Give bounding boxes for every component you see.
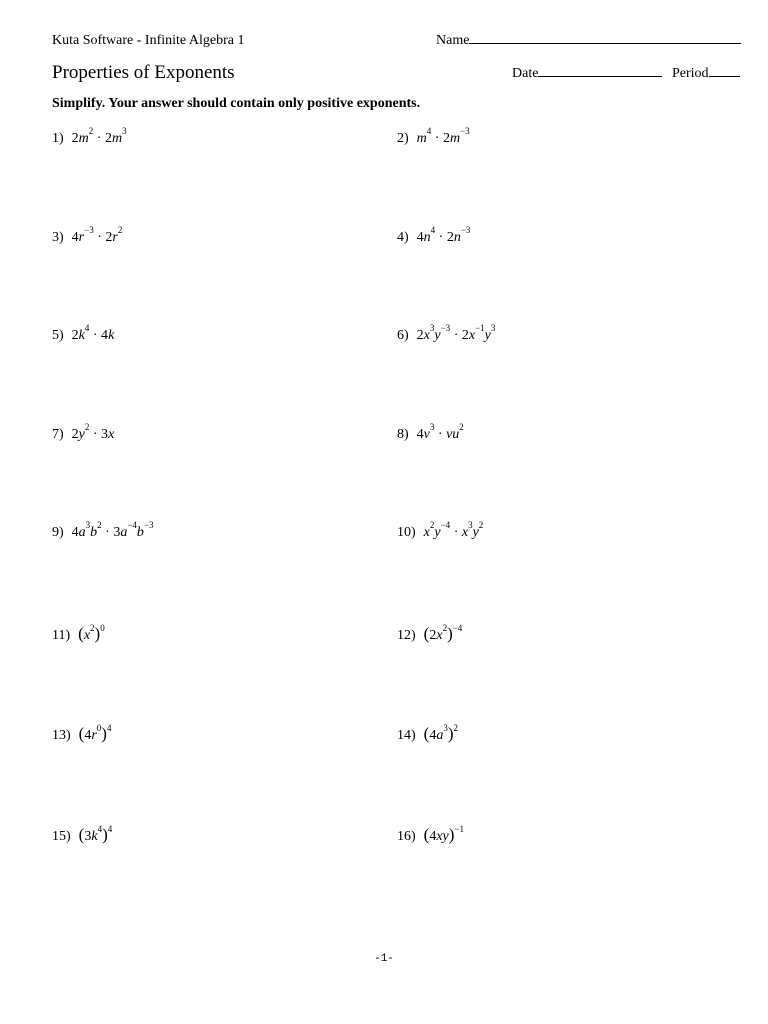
date-line [538,75,662,77]
problem-14 [397,724,458,744]
problem-number: 11) [52,628,71,643]
problem-12 [397,624,462,644]
period-field[interactable] [672,66,740,82]
problem-expression: $x^2y^{-4} \cdot x^3y^2$ [423,520,484,540]
problem-6 [397,323,496,344]
problem-10 [397,520,484,541]
date-label: Date [512,66,539,81]
problem-4 [397,225,471,246]
problem-number: 14) [397,728,416,743]
problem-expression: $(4r^0)^4$ [78,723,112,743]
problem-number: 2) [397,131,409,146]
date-field[interactable] [512,66,662,82]
problem-number: 4) [397,230,409,245]
problem-11 [52,624,105,644]
problem-2 [397,126,470,147]
problem-15 [52,825,112,845]
page-number: -1- [374,953,394,965]
problem-expression: $(2x^2)^{-4}$ [423,623,463,643]
problem-number: 6) [397,328,409,343]
problem-expression: $m^4 \cdot 2m^{-3}$ [416,126,470,146]
problem-expression: $4a^3b^2 \cdot 3a^{-4}b^{-3}$ [71,520,154,540]
problem-expression: $(3k^4)^4$ [78,824,113,844]
problem-3 [52,225,123,246]
problem-7 [52,422,115,443]
problem-number: 10) [397,525,416,540]
problem-expression: $(x^2)^0$ [78,623,105,643]
name-line [469,42,741,44]
problem-expression: $4r^{-3} \cdot 2r^2$ [71,225,123,245]
period-label: Period [672,66,709,81]
problem-number: 1) [52,131,64,146]
instructions: Simplify. Your answer should contain only positive exponents. [52,96,421,111]
problem-number: 3) [52,230,64,245]
problem-number: 16) [397,829,416,844]
source-label: Kuta Software - Infinite Algebra 1 [52,33,245,48]
problem-number: 5) [52,328,64,343]
period-line [709,75,740,77]
page-title: Properties of Exponents [52,62,235,83]
problem-13 [52,724,111,744]
problem-expression: $2y^2 \cdot 3x$ [71,422,115,442]
name-label: Name [436,33,470,48]
problem-expression: $2x^3y^{-3} \cdot 2x^{-1}y^3$ [416,323,496,343]
problem-number: 8) [397,427,409,442]
problem-8 [397,422,464,443]
problem-expression: $4n^4 \cdot 2n^{-3}$ [416,225,471,245]
problem-1 [52,126,127,147]
problem-expression: $(4xy)^{-1}$ [423,824,465,844]
problem-number: 15) [52,829,71,844]
problem-expression: $4v^3 \cdot vu^2$ [416,422,464,442]
problem-9 [52,520,154,541]
name-field[interactable] [436,33,741,49]
problem-expression: $2k^4 \cdot 4k$ [71,323,115,343]
problem-5 [52,323,115,344]
problem-number: 13) [52,728,71,743]
problem-number: 9) [52,525,64,540]
problem-number: 12) [397,628,416,643]
problem-number: 7) [52,427,64,442]
problem-expression: $(4a^3)^2$ [423,723,459,743]
problem-expression: $2m^2 \cdot 2m^3$ [71,126,127,146]
problem-16 [397,825,464,845]
